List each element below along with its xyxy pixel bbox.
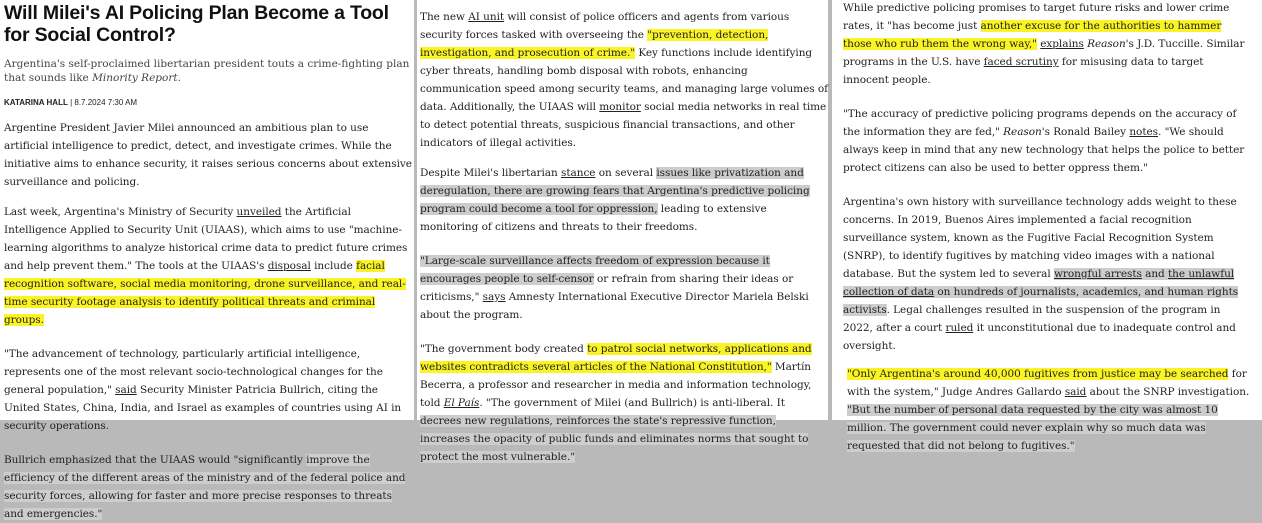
gray-highlighted-text: improve the efficiency of the different areas of the ministry and of the federal police and security forces, allowing for faster and more precise responses to threats and emergencies.": [4, 454, 406, 520]
paragraph: "The advancement of technology, particularly artificial intelligence, represents one of the most relevant socio-technological changes for the general population," said Security Minister Patricia Bullrich, citing the United States, China, India, and Israel as examples of countries using AI in security operations.: [4, 348, 402, 432]
paragraph: Despite Milei's libertarian stance on several issues like privatization and deregulation, there are growing fears that Argentina's predictive policing program could become a tool for oppression, leading to extensive monitoring of citizens and threats to their freedoms.: [420, 167, 810, 233]
article-column-1: [0, 0, 414, 520]
paragraph: "Large-scale surveillance affects freedom of expression because it encourages people to self-censor or refrain from sharing their ideas or criticisms," says Amnesty International Executive Director Mariela Belski about the program.: [420, 255, 809, 321]
paragraph: Last week, Argentina's Ministry of Security unveiled the Artificial Intelligence Applied to Security Unit (UIAAS), which aims to use "machine-learning algorithms to analyze historical crime data to predict future crimes and help prevent them." The tools at the UIAAS's disposal include facial recognition software, social media monitoring, drone surveillance, and real-time security footage analysis to identify political threats and criminal groups.: [4, 206, 408, 326]
link-said[interactable]: said: [115, 384, 137, 396]
highlighted-text: another excuse for the authorities to hammer those who rub them the wrong way,": [843, 20, 1222, 50]
paragraph: "The government body created to patrol social networks, applications and websites contradicts several articles of the National Constitution," Martín Becerra, a professor and researcher in media and information technology, told El País. "The government of Milei (and Bullrich) is anti-liberal. It decrees new regulations, reinforces the state's repressive function, increases the opacity of public funds and eliminates norms that sought to protect the most vulnerable.": [420, 343, 812, 463]
link-ai-unit[interactable]: AI unit: [468, 11, 505, 23]
paragraph: "The accuracy of predictive policing programs depends on the accuracy of the information they are fed," Reason's Ronald Bailey notes. "We should always keep in mind that any new technology that helps the police to better protect citizens can also be used to better oppress them.": [843, 108, 1245, 174]
author-name[interactable]: KATARINA HALL: [4, 98, 68, 107]
link-unlawful-collection[interactable]: the unlawful collection of data: [843, 268, 1235, 298]
article-column-2: [417, 0, 828, 463]
highlighted-text: "Only Argentina's around 40,000 fugitives from justice may be searched: [847, 368, 1229, 380]
gray-highlighted-text: "But the number of personal data requested by the city was almost 10 million. The government could never explain why so much data was requested that did not belong to fugitives.": [847, 404, 1218, 452]
paragraph: Argentine President Javier Milei announced an ambitious plan to use artificial intelligence to predict, detect, and investigate crimes. While the initiative aims to enhance security, it raises serious concerns about extensive surveillance and policing.: [4, 122, 412, 188]
gray-highlighted-text: issues like privatization and deregulation, there are growing fears that Argentina's predictive policing program could become a tool for oppression,: [420, 167, 810, 215]
highlighted-text: "prevention, detection, investigation, and prosecution of crime.": [420, 29, 769, 59]
gray-highlighted-text: "Large-scale surveillance affects freedom of expression because it encourages people to self-censor: [420, 255, 770, 285]
link-notes[interactable]: notes: [1129, 126, 1158, 138]
highlighted-text: facial recognition software, social media monitoring, drone surveillance, and real-time security footage analysis to identify political threats and criminal groups.: [4, 260, 406, 326]
link-said-judge[interactable]: said: [1064, 386, 1087, 398]
publish-date: | 8.7.2024 7:30 AM: [70, 98, 138, 107]
link-says[interactable]: says: [482, 291, 506, 303]
link-stance[interactable]: stance: [561, 167, 596, 179]
byline: [4, 98, 414, 108]
link-disposal[interactable]: disposal: [267, 260, 311, 272]
paragraph: "Only Argentina's around 40,000 fugitives from justice may be searched for with the system," Judge Andres Gallardo said about the SNRP investigation. "But the number of personal data requested by the city was almost 10 million. The government could never explain why so much data was requested that did not belong to fugitives.": [847, 368, 1250, 452]
link-ruled[interactable]: ruled: [945, 322, 974, 334]
paragraph: Argentina's own history with surveillance technology adds weight to these concerns. In 2019, Buenos Aires implemented a facial recognition surveillance system, known as the Fugitive Facial Recognition System (SNRP), to identify fugitives by matching video images with a national database. But the system led to several wrongful arrests and the unlawful collection of data on hundreds of journalists, academics, and human rights activists. Legal challenges resulted in the suspension of the program in 2022, after a court ruled it unconstitutional due to inadequate control and oversight.: [843, 196, 1239, 352]
link-el-pais[interactable]: El País: [443, 397, 480, 409]
link-wrongful-arrests[interactable]: wrongful arrests: [1053, 268, 1142, 280]
paragraph: Bullrich emphasized that the UIAAS would "significantly improve the efficiency of the different areas of the ministry and of the federal police and security forces, allowing for faster and more precise responses to threats and emergencies.": [4, 454, 406, 520]
paragraph: The new AI unit will consist of police officers and agents from various security forces tasked with overseeing the "prevention, detection, investigation, and prosecution of crime." Key functions include identifying cyber threats, handling bomb disposal with robots, enhancing communication speed among security teams, and managing large volumes of data. Additionally, the UIAAS will monitor social media networks in real time to detect potential threats, suspicious financial transactions, and other indicators of illegal activities.: [420, 11, 828, 149]
link-faced-scrutiny[interactable]: faced scrutiny: [983, 56, 1059, 68]
article-subtitle: Argentina's self-proclaimed libertarian president touts a crime-fighting plan that sounds like Minority Report.: [4, 58, 410, 84]
paragraph: While predictive policing promises to target future risks and lower crime rates, it "has become just another excuse for the authorities to hammer those who rub them the wrong way," explains Reason's J.D. Tuccille. Similar programs in the U.S. have faced scrutiny for misusing data to target innocent people.: [843, 2, 1245, 86]
highlighted-text: to patrol social networks, applications and websites contradicts several articles of the National Constitution,": [420, 343, 812, 373]
link-monitor[interactable]: monitor: [599, 101, 641, 113]
article-title: Will Milei's AI Policing Plan Become a Tool for Social Control?: [4, 2, 389, 46]
link-unveiled[interactable]: unveiled: [236, 206, 282, 218]
gray-highlighted-text: on hundreds of journalists, academics, and human rights activists: [843, 286, 1239, 316]
gray-highlighted-text: decrees new regulations, reinforces the state's repressive function, increases the opacity of public funds and eliminates norms that sought to protect the most vulnerable.": [420, 415, 809, 463]
article-column-3: [832, 0, 1262, 452]
link-explains[interactable]: explains: [1040, 38, 1084, 50]
